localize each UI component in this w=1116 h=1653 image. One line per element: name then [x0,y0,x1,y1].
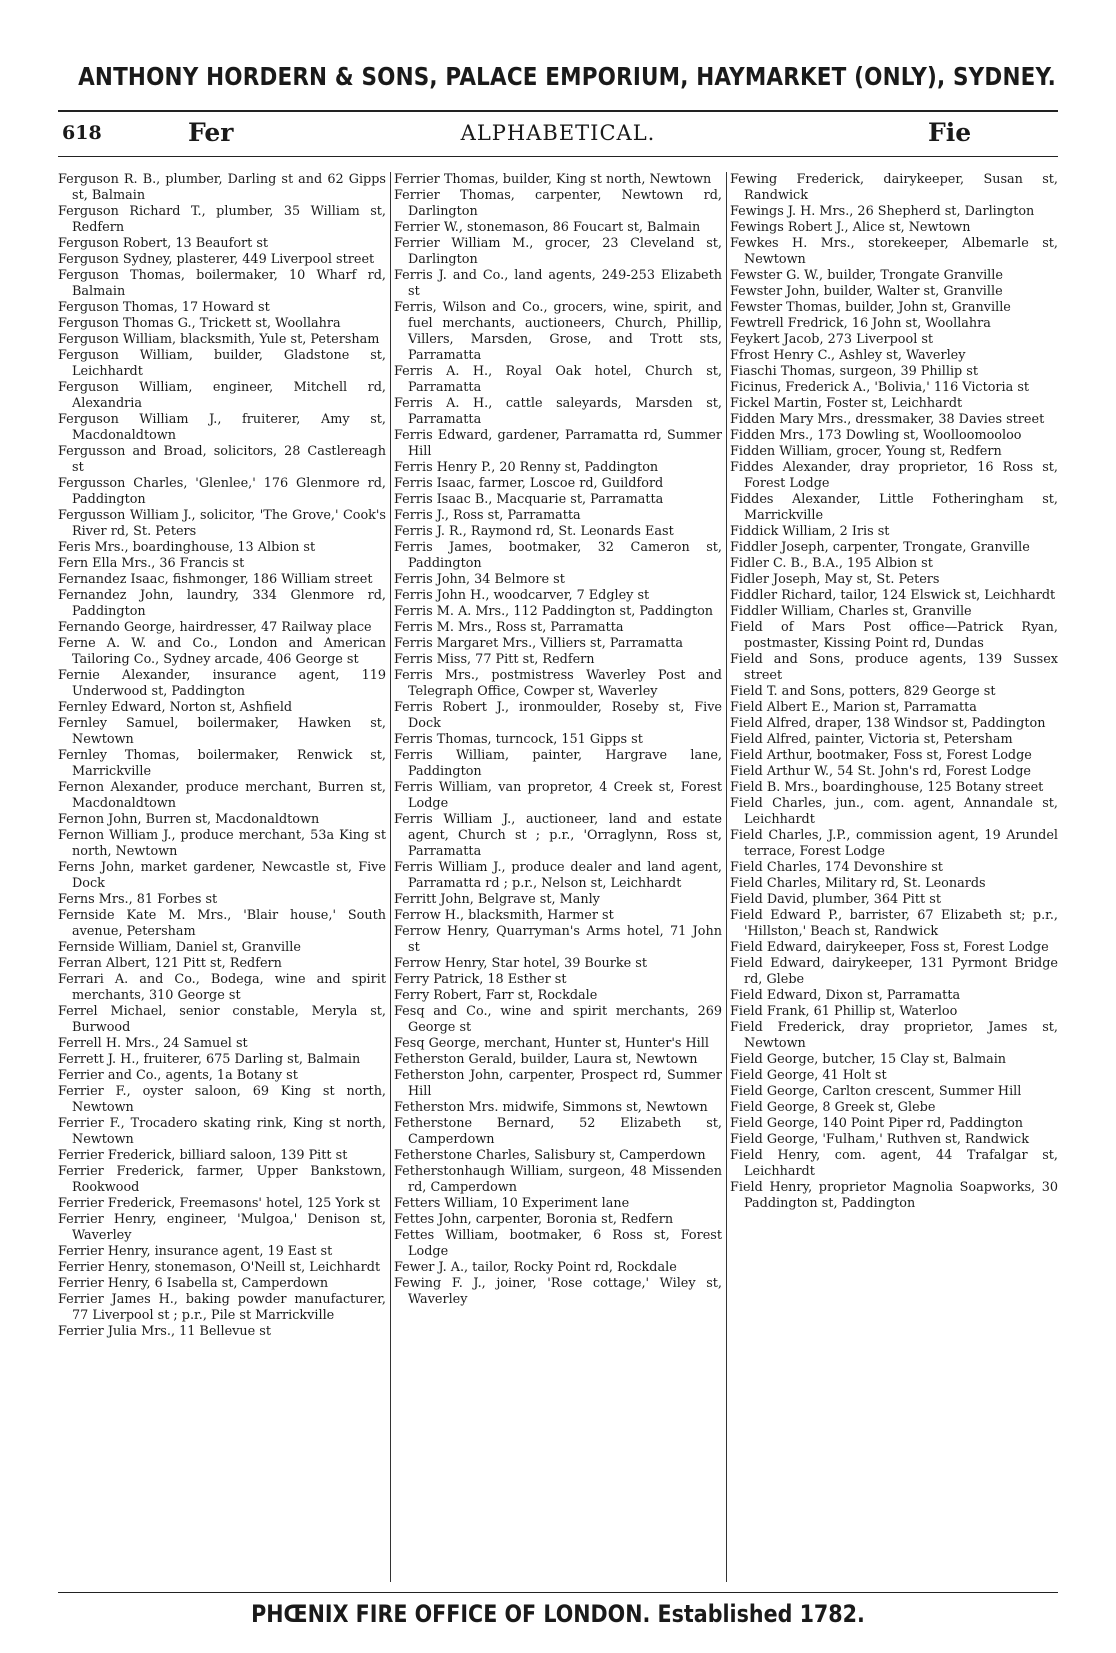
directory-entry: Fidden Mary Mrs., dressmaker, 38 Davies street [730,412,1045,427]
top-rule [58,110,1058,112]
directory-entry: Fern Ella Mrs., 36 Francis st [58,556,245,571]
directory-entry: Ferrow Henry, Quarryman's Arms hotel, 71 John st [394,924,722,955]
directory-entry: Ferrier Frederick, farmer, Upper Bankstown, Rookwood [58,1164,386,1195]
directory-entry: Fewing Frederick, dairykeeper, Susan st, Randwick [730,172,1058,203]
directory-entry: Fetherstonhaugh William, surgeon, 48 Missenden rd, Camperdown [394,1164,722,1195]
directory-entry: Ferrier W., stonemason, 86 Foucart st, Balmain [394,220,701,235]
directory-entry: Fernside William, Daniel st, Granville [58,940,301,955]
directory-entry: Ferris Edward, gardener, Parramatta rd, Summer Hill [394,428,722,459]
directory-entry: Ferrier Henry, stonemason, O'Neill st, Leichhardt [58,1260,381,1275]
directory-entry: Ferrier F., Trocadero skating rink, King st north, Newtown [58,1116,386,1147]
directory-entry: Ferrier Frederick, Freemasons' hotel, 125 York st [58,1196,381,1211]
directory-entry: Ferris, Wilson and Co., grocers, wine, spirit, and fuel merchants, auctioneers, Church, Phillip, Villers, Marsden, Grose, and Trott sts, Parramatta [394,300,722,363]
directory-entry: Ferris Henry P., 20 Renny st, Paddington [394,460,659,475]
directory-entry: Ferris William, van propretor, 4 Creek st, Forest Lodge [394,780,722,811]
directory-entry: Fewster Thomas, builder, John st, Granville [730,300,1011,315]
directory-entry: Ferris Miss, 77 Pitt st, Redfern [394,652,595,667]
directory-entry: Fewing F. J., joiner, 'Rose cottage,' Wiley st, Waverley [394,1276,722,1307]
directory-entry: Ferran Albert, 121 Pitt st, Redfern [58,956,282,971]
directory-entry: Fiddler Joseph, carpenter, Trongate, Granville [730,540,1030,555]
directory-entry: Ferne A. W. and Co., London and American Tailoring Co., Sydney arcade, 406 George st [58,636,386,667]
directory-entry: Ferguson Sydney, plasterer, 449 Liverpool street [58,252,375,267]
directory-entry: Ferris Isaac, farmer, Loscoe rd, Guildford [394,476,664,491]
directory-entry: Ferris William, painter, Hargrave lane, Paddington [394,748,722,779]
directory-entry: Field George, 8 Greek st, Glebe [730,1100,936,1115]
directory-entry: Ferguson William, blacksmith, Yule st, Petersham [58,332,380,347]
directory-entry: Ferrier William M., grocer, 23 Cleveland st, Darlington [394,236,722,267]
directory-entry: Ferris John, 34 Belmore st [394,572,565,587]
directory-entry: Ferris A. H., Royal Oak hotel, Church st, Parramatta [394,364,722,395]
directory-entry: Ferris J. R., Raymond rd, St. Leonards East [394,524,674,539]
directory-entry: Field David, plumber, 364 Pitt st [730,892,941,907]
directory-entry: Ferrier James H., baking powder manufacturer, 77 Liverpool st ; p.r., Pile st Marrickville [58,1292,386,1323]
directory-entry: Ferris Robert J., ironmoulder, Roseby st, Five Dock [394,700,722,731]
directory-entry: Fernley Samuel, boilermaker, Hawken st, Newtown [58,716,386,747]
directory-entry: Fewings Robert J., Alice st, Newtown [730,220,971,235]
directory-entry: Ferrell H. Mrs., 24 Samuel st [58,1036,248,1051]
directory-entry: Fetherston Gerald, builder, Laura st, Newtown [394,1052,698,1067]
directory-entry: Field T. and Sons, potters, 829 George st [730,684,996,699]
page-number: 618 [62,122,102,144]
directory-entry: Fewster G. W., builder, Trongate Granville [730,268,1003,283]
directory-entry: Fetherston John, carpenter, Prospect rd, Summer Hill [394,1068,722,1099]
directory-entry: Ferguson William, engineer, Mitchell rd, Alexandria [58,380,386,411]
directory-entry: Ferry Robert, Farr st, Rockdale [394,988,598,1003]
directory-entry: Ferns Mrs., 81 Forbes st [58,892,218,907]
header-rule [58,156,1058,157]
directory-entry: Fetherston Mrs. midwife, Simmons st, Newtown [394,1100,708,1115]
directory-entry: Ferrier Julia Mrs., 11 Bellevue st [58,1324,271,1339]
directory-entry: Ferris J. and Co., land agents, 249-253 Elizabeth st [394,268,722,299]
directory-entry: Fetherstone Bernard, 52 Elizabeth st, Camperdown [394,1116,722,1147]
directory-column-3 [730,172,1058,1580]
directory-entry: Field Edward, Dixon st, Parramatta [730,988,961,1003]
directory-entry: Field Arthur, bootmaker, Foss st, Forest Lodge [730,748,1032,763]
directory-column-2 [394,172,722,1580]
directory-entry: Fernon William J., produce merchant, 53a King st north, Newtown [58,828,386,859]
directory-entry: Fetherstone Charles, Salisbury st, Camperdown [394,1148,706,1163]
directory-entry: Fewer J. A., tailor, Rocky Point rd, Rockdale [394,1260,677,1275]
directory-entry: Fettes John, carpenter, Boronia st, Redfern [394,1212,674,1227]
directory-columns [58,172,1058,1580]
directory-entry: Ffrost Henry C., Ashley st, Waverley [730,348,966,363]
directory-entry: Field Charles, jun., com. agent, Annandale st, Leichhardt [730,796,1058,827]
directory-entry: Ferrier Thomas, builder, King st north, Newtown [394,172,712,187]
directory-entry: Ferrier Henry, insurance agent, 19 East st [58,1244,333,1259]
directory-entry: Ferguson Thomas G., Trickett st, Woollahra [58,316,341,331]
directory-entry: Feykert Jacob, 273 Liverpool st [730,332,934,347]
directory-entry: Ferrari A. and Co., Bodega, wine and spirit merchants, 310 George st [58,972,386,1003]
directory-entry: Field Alfred, draper, 138 Windsor st, Paddington [730,716,1046,731]
directory-entry: Field George, 41 Holt st [730,1068,887,1083]
directory-entry: Field Henry, proprietor Magnolia Soapworks, 30 Paddington st, Paddington [730,1180,1058,1211]
directory-entry: Fesq George, merchant, Hunter st, Hunter's Hill [394,1036,709,1051]
directory-entry: Field of Mars Post office—Patrick Ryan, postmaster, Kissing Point rd, Dundas [730,620,1058,651]
directory-entry: Field B. Mrs., boardinghouse, 125 Botany street [730,780,1044,795]
directory-entry: Ferrier and Co., agents, 1a Botany st [58,1068,298,1083]
directory-entry: Ferrier Henry, 6 Isabella st, Camperdown [58,1276,329,1291]
directory-entry: Fernandez John, laundry, 334 Glenmore rd, Paddington [58,588,386,619]
directory-entry: Fernando George, hairdresser, 47 Railway place [58,620,372,635]
directory-entry: Ferritt John, Belgrave st, Manly [394,892,600,907]
directory-entry: Fiddick William, 2 Iris st [730,524,890,539]
directory-entry: Ferrow H., blacksmith, Harmer st [394,908,614,923]
directory-entry: Field Edward, dairykeeper, Foss st, Forest Lodge [730,940,1049,955]
directory-entry: Ferry Patrick, 18 Esther st [394,972,567,987]
directory-entry: Fernley Edward, Norton st, Ashfield [58,700,293,715]
directory-entry: Ferris William J., produce dealer and land agent, Parramatta rd ; p.r., Nelson st, Leichhardt [394,860,722,891]
directory-entry: Ferris Isaac B., Macquarie st, Parramatta [394,492,664,507]
directory-entry: Fernandez Isaac, fishmonger, 186 William street [58,572,373,587]
directory-entry: Fidden Mrs., 173 Dowling st, Woolloomooloo [730,428,1022,443]
directory-entry: Field Charles, 174 Devonshire st [730,860,943,875]
directory-entry: Fetters William, 10 Experiment lane [394,1196,630,1211]
directory-entry: Fewkes H. Mrs., storekeeper, Albemarle st, Newtown [730,236,1058,267]
directory-entry: Ferguson Thomas, boilermaker, 10 Wharf rd, Balmain [58,268,386,299]
directory-entry: Fernie Alexander, insurance agent, 119 Underwood st, Paddington [58,668,386,699]
directory-entry: Field Arthur W., 54 St. John's rd, Forest Lodge [730,764,1032,779]
column-divider [726,172,727,1582]
directory-entry: Ferris Mrs., postmistress Waverley Post and Telegraph Office, Cowper st, Waverley [394,668,722,699]
directory-entry: Ferris Margaret Mrs., Villiers st, Parramatta [394,636,684,651]
directory-entry: Fiddes Alexander, dray proprietor, 16 Ross st, Forest Lodge [730,460,1058,491]
directory-entry: Field Charles, Military rd, St. Leonards [730,876,986,891]
directory-entry: Fewster John, builder, Walter st, Granville [730,284,1003,299]
directory-entry: Ferris M. A. Mrs., 112 Paddington st, Paddington [394,604,714,619]
directory-entry: Field Henry, com. agent, 44 Trafalgar st, Leichhardt [730,1148,1058,1179]
column-divider [390,172,391,1582]
directory-entry: Fiddes Alexander, Little Fotheringham st, Marrickville [730,492,1058,523]
directory-entry: Fiaschi Thomas, surgeon, 39 Phillip st [730,364,979,379]
directory-entry: Ferris Thomas, turncock, 151 Gipps st [394,732,643,747]
directory-entry: Ferrier Frederick, billiard saloon, 139 Pitt st [58,1148,348,1163]
directory-entry: Fernside Kate M. Mrs., 'Blair house,' South avenue, Petersham [58,908,386,939]
directory-entry: Field Edward P., barrister, 67 Elizabeth st; p.r., 'Hillston,' Beach st, Randwick [730,908,1058,939]
directory-entry: Feris Mrs., boardinghouse, 13 Albion st [58,540,316,555]
directory-entry: Ferns John, market gardener, Newcastle st, Five Dock [58,860,386,891]
directory-entry: Ferris M. Mrs., Ross st, Parramatta [394,620,624,635]
directory-entry: Ferris J., Ross st, Parramatta [394,508,581,523]
directory-entry: Fernley Thomas, boilermaker, Renwick st, Marrickville [58,748,386,779]
directory-entry: Ficinus, Frederick A., 'Bolivia,' 116 Victoria st [730,380,1030,395]
directory-entry: Ferguson R. B., plumber, Darling st and 62 Gipps st, Balmain [58,172,386,203]
directory-entry: Fewings J. H. Mrs., 26 Shepherd st, Darlington [730,204,1035,219]
directory-entry: Fiddler William, Charles st, Granville [730,604,972,619]
directory-entry: Ferrel Michael, senior constable, Meryla st, Burwood [58,1004,386,1035]
directory-entry: Fergusson William J., solicitor, 'The Grove,' Cook's River rd, St. Peters [58,508,386,539]
directory-entry: Ferrier F., oyster saloon, 69 King st north, Newtown [58,1084,386,1115]
directory-entry: Field Frank, 61 Phillip st, Waterloo [730,1004,958,1019]
bottom-advertisement-banner: PHŒNIX FIRE OFFICE OF LONDON. Established 1782. [251,1600,865,1628]
directory-entry: Field Charles, J.P., commission agent, 19 Arundel terrace, Forest Lodge [730,828,1058,859]
directory-entry: Ferguson William J., fruiterer, Amy st, Macdonaldtown [58,412,386,443]
directory-entry: Field George, butcher, 15 Clay st, Balmain [730,1052,1007,1067]
directory-entry: Field Alfred, painter, Victoria st, Petersham [730,732,1013,747]
directory-entry: Ferguson Richard T., plumber, 35 William st, Redfern [58,204,386,235]
directory-entry: Fiddler Richard, tailor, 124 Elswick st, Leichhardt [730,588,1056,603]
directory-entry: Fettes William, bootmaker, 6 Ross st, Forest Lodge [394,1228,722,1259]
directory-entry: Fergusson Charles, 'Glenlee,' 176 Glenmore rd, Paddington [58,476,386,507]
directory-entry: Fergusson and Broad, solicitors, 28 Castlereagh st [58,444,386,475]
directory-entry: Ferris William J., auctioneer, land and estate agent, Church st ; p.r., 'Orraglynn, Ross st, Parramatta [394,812,722,859]
directory-entry: Ferrier Thomas, carpenter, Newtown rd, Darlington [394,188,722,219]
directory-entry: Fesq and Co., wine and spirit merchants, 269 George st [394,1004,722,1035]
directory-entry: Field and Sons, produce agents, 139 Sussex street [730,652,1058,683]
right-index-prefix: Fie [928,118,972,147]
directory-entry: Fidler C. B., B.A., 195 Albion st [730,556,933,571]
directory-column-1 [58,172,386,1580]
directory-entry: Ferguson William, builder, Gladstone st, Leichhardt [58,348,386,379]
directory-entry: Field Edward, dairykeeper, 131 Pyrmont Bridge rd, Glebe [730,956,1058,987]
directory-entry: Field Albert E., Marion st, Parramatta [730,700,977,715]
directory-entry: Fidler Joseph, May st, St. Peters [730,572,940,587]
directory-entry: Fernon John, Burren st, Macdonaldtown [58,812,320,827]
directory-entry: Fernon Alexander, produce merchant, Burren st, Macdonaldtown [58,780,386,811]
directory-entry: Fidden William, grocer, Young st, Redfern [730,444,1002,459]
directory-entry: Ferrier Henry, engineer, 'Mulgoa,' Denison st, Waverley [58,1212,386,1243]
directory-entry: Ferguson Robert, 13 Beaufort st [58,236,269,251]
directory-entry: Fickel Martin, Foster st, Leichhardt [730,396,963,411]
directory-entry: Ferris James, bootmaker, 32 Cameron st, Paddington [394,540,722,571]
directory-entry: Field George, 140 Point Piper rd, Paddington [730,1116,1024,1131]
directory-entry: Ferris John H., woodcarver, 7 Edgley st [394,588,650,603]
left-index-prefix: Fer [188,118,234,147]
directory-entry: Ferrow Henry, Star hotel, 39 Bourke st [394,956,648,971]
bottom-rule [58,1592,1058,1593]
page-header [58,118,1058,152]
directory-entry: Ferguson Thomas, 17 Howard st [58,300,270,315]
directory-entry: Field George, 'Fulham,' Ruthven st, Randwick [730,1132,1029,1147]
directory-entry: Fewtrell Fredrick, 16 John st, Woollahra [730,316,991,331]
directory-entry: Ferris A. H., cattle saleyards, Marsden st, Parramatta [394,396,722,427]
directory-entry: Field Frederick, dray proprietor, James st, Newtown [730,1020,1058,1051]
directory-entry: Ferrett J. H., fruiterer, 675 Darling st, Balmain [58,1052,361,1067]
directory-entry: Field George, Carlton crescent, Summer Hill [730,1084,1022,1099]
top-advertisement-banner: ANTHONY HORDERN & SONS, PALACE EMPORIUM, HAYMARKET (ONLY), SYDNEY. [78,62,1056,91]
section-title: ALPHABETICAL. [460,121,656,145]
